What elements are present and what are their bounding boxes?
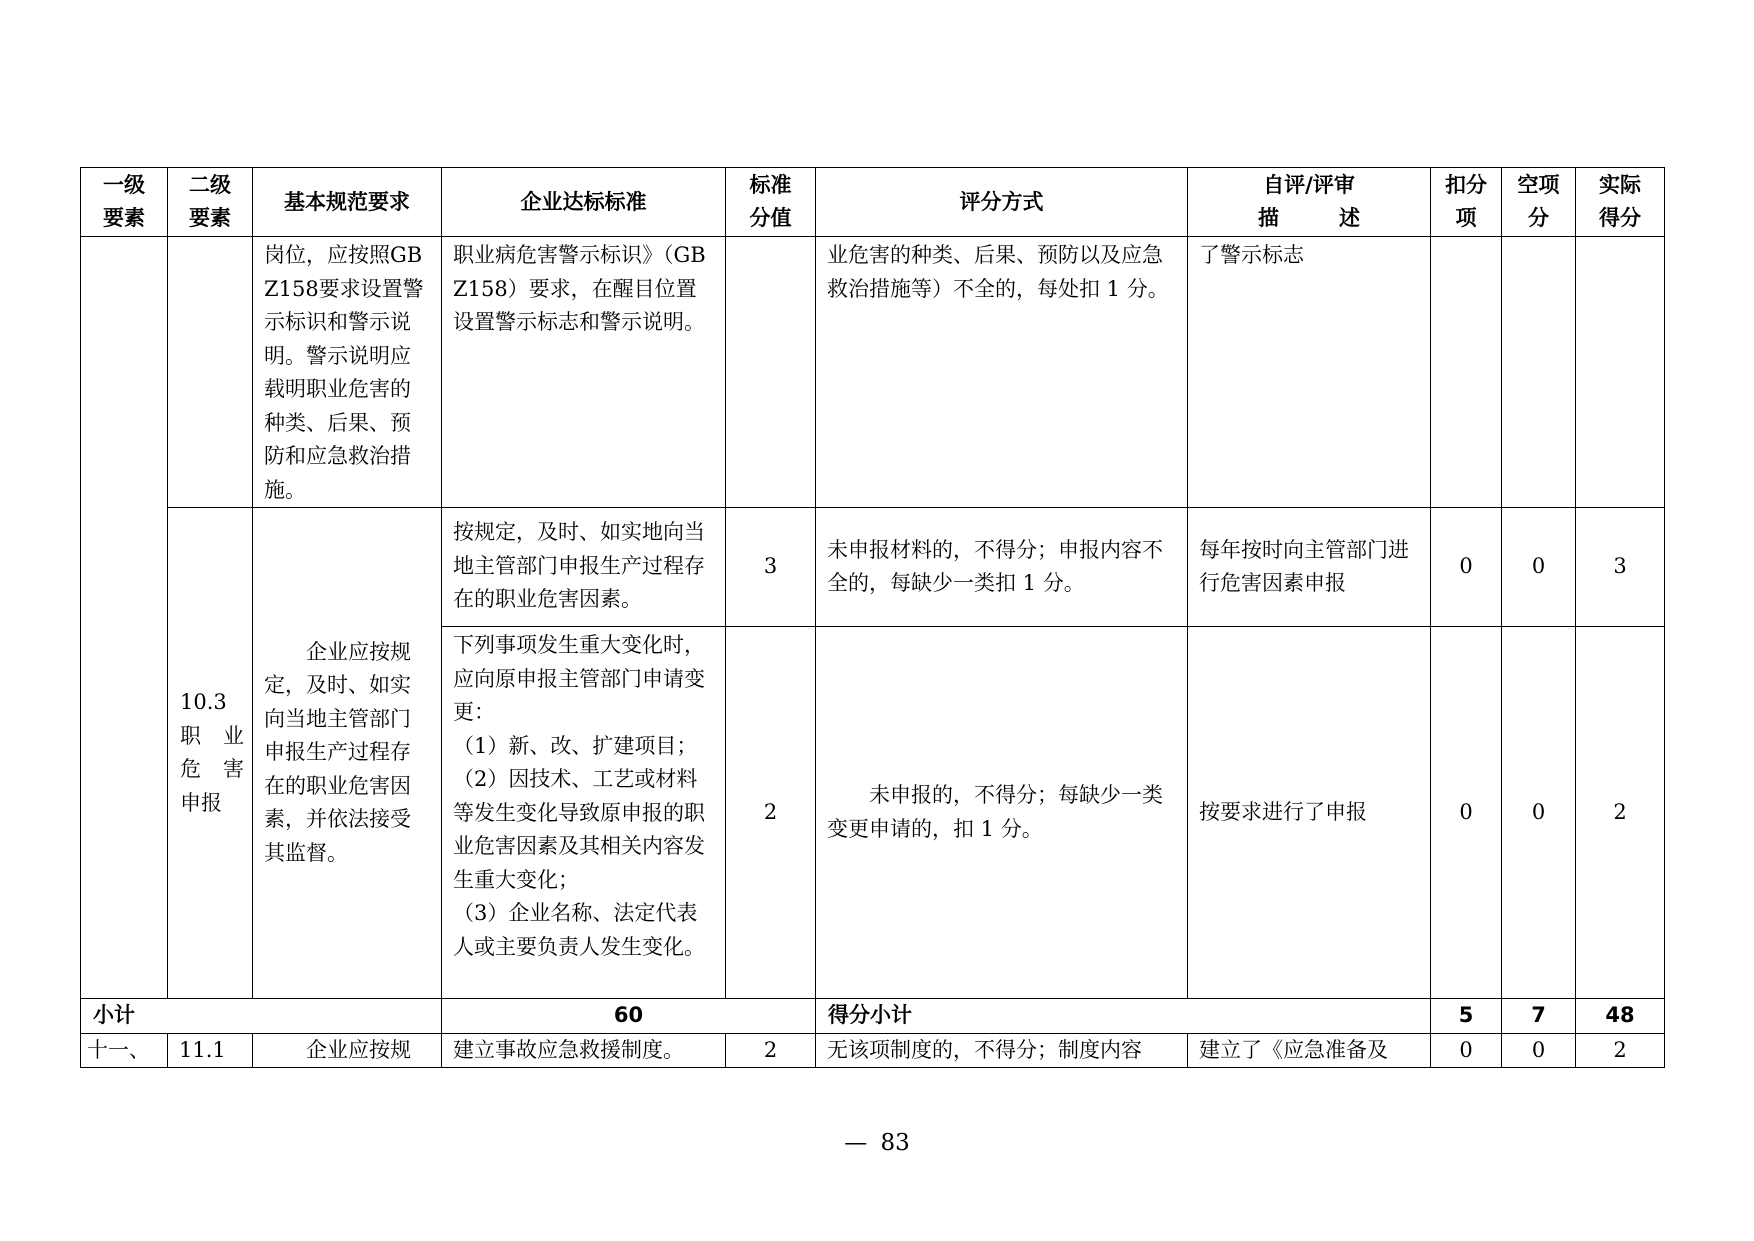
row3-standard-line3: （2）因技术、工艺或材料等发生变化导致原申报的职业危害因素及其相关内容发生重大变化； xyxy=(453,767,705,892)
row4-score: 2 xyxy=(726,1033,816,1068)
header-score-line2: 分值 xyxy=(749,206,792,230)
subtotal-score-label: 得分小计 xyxy=(816,999,1431,1034)
row3-standard-line1: 下列事项发生重大变化时，应向原申报主管部门申请变更： xyxy=(453,633,705,724)
header-deduct-line1: 扣分 xyxy=(1445,173,1487,197)
row2-deduct: 0 xyxy=(1431,508,1502,627)
section-10-3-char1: 职 xyxy=(180,723,201,748)
row4-standard xyxy=(442,1033,726,1068)
row4-description-text: 建立了《应急准备及 xyxy=(1199,1037,1388,1062)
header-self-review-char1: 描 xyxy=(1258,206,1279,230)
row3-deduct: 0 xyxy=(1431,627,1502,999)
row3-actual: 2 xyxy=(1576,627,1665,999)
row1-standard-text: 职业病危害警示标识》（GBZ158）要求，在醒目位置设置警示标志和警示说明。 xyxy=(453,243,706,334)
header-score xyxy=(726,168,816,237)
header-actual-line2: 得分 xyxy=(1599,206,1641,230)
header-empty xyxy=(1502,168,1576,237)
row2-score: 3 xyxy=(726,508,816,627)
section-10-3-char5: 申报 xyxy=(180,790,222,815)
row3-scoring xyxy=(816,627,1188,999)
row4-level2 xyxy=(168,1033,253,1068)
row2-scoring xyxy=(816,508,1188,627)
row4-scoring-text: 无该项制度的，不得分；制度内容 xyxy=(827,1037,1142,1062)
header-level2-line1: 二级 xyxy=(189,173,231,197)
row1-empty xyxy=(1502,237,1576,508)
section-10-3-char4: 害 xyxy=(223,757,244,781)
page-dash: — xyxy=(844,1130,868,1156)
row4-level1-text: 十一、 xyxy=(87,1037,150,1062)
header-actual xyxy=(1576,168,1665,237)
subtotal-deduct: 5 xyxy=(1431,999,1502,1034)
row2-empty: 0 xyxy=(1502,508,1576,627)
header-level2-line2: 要素 xyxy=(189,206,231,230)
subtotal-empty: 7 xyxy=(1502,999,1576,1034)
row1-scoring-text: 业危害的种类、后果、预防以及应急救治措施等）不全的，每处扣 1 分。 xyxy=(827,243,1169,301)
section-10-3-code: 10.3 xyxy=(180,690,227,714)
row3-description-text: 按要求进行了申报 xyxy=(1199,799,1367,824)
table-row xyxy=(81,237,1665,508)
header-level1-line1: 一级 xyxy=(103,173,145,197)
subtotal-row xyxy=(81,999,1665,1034)
section-10-3-char3: 危 xyxy=(180,757,201,781)
row4-requirement-text: 企业应按规 xyxy=(306,1037,411,1062)
header-self-review-line2 xyxy=(1188,202,1430,235)
table-row xyxy=(81,1033,1665,1068)
table-row xyxy=(81,508,1665,627)
level2-cell-empty xyxy=(168,237,253,508)
row2-scoring-text: 未申报材料的，不得分；申报内容不全的，每缺少一类扣 1 分。 xyxy=(827,537,1163,595)
row3-standard-line4: （3）企业名称、法定代表人或主要负责人发生变化。 xyxy=(453,901,705,959)
header-empty-line1: 空项 xyxy=(1517,173,1560,197)
row4-description xyxy=(1188,1033,1431,1068)
row4-deduct: 0 xyxy=(1431,1033,1502,1068)
row4-level2-text: 11.1 xyxy=(179,1037,226,1062)
row1-standard xyxy=(442,237,726,508)
section-10-3-char2: 业 xyxy=(223,723,244,748)
row4-standard-text: 建立事故应急救援制度。 xyxy=(453,1037,684,1062)
level1-cell-empty xyxy=(81,237,168,999)
header-score-line1: 标准 xyxy=(749,173,792,197)
section-10-3-requirement xyxy=(253,508,442,999)
assessment-table xyxy=(80,167,1665,1068)
row4-empty: 0 xyxy=(1502,1033,1576,1068)
page-number-value: 83 xyxy=(880,1130,910,1156)
header-row xyxy=(81,168,1665,237)
row3-empty: 0 xyxy=(1502,627,1576,999)
section-10-3-requirement-text: 企业应按规定，及时、如实向当地主管部门申报生产过程存在的职业危害因素，并依法接受其监督。 xyxy=(264,639,411,865)
row2-standard-text: 按规定，及时、如实地向当地主管部门申报生产过程存在的职业危害因素。 xyxy=(453,520,705,611)
page-number xyxy=(0,1130,1754,1156)
row4-actual: 2 xyxy=(1576,1033,1665,1068)
row2-description-text: 每年按时向主管部门进行危害因素申报 xyxy=(1199,537,1409,595)
subtotal-actual: 48 xyxy=(1576,999,1665,1034)
header-empty-line2: 分 xyxy=(1528,206,1549,230)
header-level2 xyxy=(168,168,253,237)
header-deduct-line2: 项 xyxy=(1455,206,1477,230)
row4-scoring xyxy=(816,1033,1188,1068)
subtotal-label: 小计 xyxy=(81,999,442,1034)
row3-score: 2 xyxy=(726,627,816,999)
section-10-3-name xyxy=(168,508,253,999)
row1-description xyxy=(1188,237,1431,508)
row1-deduct xyxy=(1431,237,1502,508)
header-requirement: 基本规范要求 xyxy=(253,168,442,237)
header-deduct xyxy=(1431,168,1502,237)
row2-standard xyxy=(442,508,726,627)
row1-score xyxy=(726,237,816,508)
row3-standard xyxy=(442,627,726,999)
subtotal-standard-total: 60 xyxy=(442,999,816,1034)
header-level1-line2: 要素 xyxy=(103,206,145,230)
row3-standard-line2: （1）新、改、扩建项目； xyxy=(453,733,698,758)
row1-scoring xyxy=(816,237,1188,508)
row2-description xyxy=(1188,508,1431,627)
header-scoring-method: 评分方式 xyxy=(816,168,1188,237)
row1-requirement xyxy=(253,237,442,508)
header-self-review-line1: 自评/评审 xyxy=(1263,173,1355,197)
row2-actual: 3 xyxy=(1576,508,1665,627)
header-self-review xyxy=(1188,168,1431,237)
header-level1 xyxy=(81,168,168,237)
header-actual-line1: 实际 xyxy=(1599,173,1641,197)
header-standard: 企业达标标准 xyxy=(442,168,726,237)
header-self-review-char2: 述 xyxy=(1339,206,1360,230)
row1-actual xyxy=(1576,237,1665,508)
row1-requirement-text: 岗位，应按照GBZ158要求设置警示标识和警示说明。警示说明应载明职业危害的种类、后果、预防和应急救治措施。 xyxy=(264,243,424,502)
row1-description-text: 了警示标志 xyxy=(1199,243,1304,267)
row3-scoring-text: 未申报的，不得分；每缺少一类变更申请的，扣 1 分。 xyxy=(827,783,1163,841)
row4-level1 xyxy=(81,1033,168,1068)
row4-requirement xyxy=(253,1033,442,1068)
row3-description xyxy=(1188,627,1431,999)
